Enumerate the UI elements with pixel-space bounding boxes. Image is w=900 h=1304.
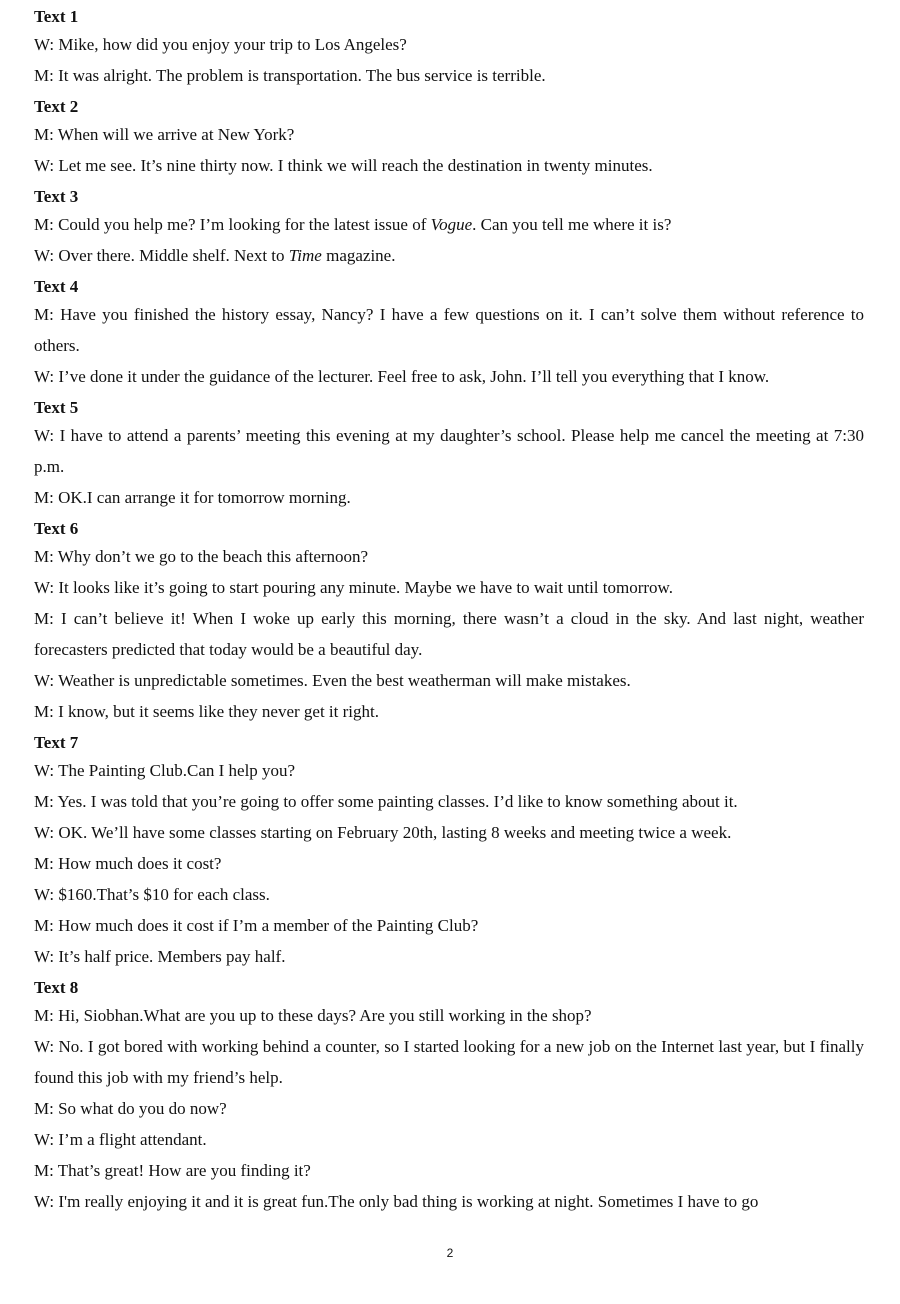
dialogue-line: [34, 817, 864, 848]
dialogue-line: [34, 240, 864, 271]
dialogue-text: M: How much does it cost?: [34, 854, 222, 873]
transcript-body: [34, 4, 864, 1220]
dialogue-text: W: I’m a flight attendant.: [34, 1130, 207, 1149]
transcript-section: [34, 516, 864, 730]
dialogue-text: M: How much does it cost if I’m a member of the Painting Club?: [34, 916, 479, 935]
dialogue-text: M: Why don’t we go to the beach this afternoon?: [34, 547, 369, 566]
transcript-section: [34, 975, 864, 1220]
dialogue-line: [34, 941, 864, 972]
dialogue-line: [34, 786, 864, 817]
transcript-section: [34, 184, 864, 274]
dialogue-line: [34, 482, 864, 513]
section-heading: Text 6: [34, 519, 79, 538]
dialogue-line: [34, 1031, 864, 1093]
dialogue-line: [34, 848, 864, 879]
dialogue-line: [34, 29, 864, 60]
dialogue-text: M: When will we arrive at New York?: [34, 125, 295, 144]
dialogue-text: W: Over there. Middle shelf. Next to: [34, 246, 289, 265]
italic-title: Vogue: [430, 215, 473, 234]
dialogue-line: [34, 910, 864, 941]
dialogue-line: [34, 299, 864, 361]
dialogue-line: [34, 119, 864, 150]
dialogue-line: [34, 755, 864, 786]
dialogue-text: M: OK.I can arrange it for tomorrow morning.: [34, 488, 351, 507]
dialogue-text: M: Yes. I was told that you’re going to offer some painting classes. I’d like to know something about it.: [34, 792, 738, 811]
dialogue-text: magazine.: [321, 246, 396, 265]
transcript-section: [34, 94, 864, 184]
dialogue-text: M: Could you help me? I’m looking for the latest issue of: [34, 215, 431, 234]
transcript-section: [34, 274, 864, 395]
dialogue-line: [34, 665, 864, 696]
dialogue-line: [34, 879, 864, 910]
transcript-section: [34, 395, 864, 516]
dialogue-line: [34, 603, 864, 665]
dialogue-line: [34, 572, 864, 603]
dialogue-line: [34, 60, 864, 91]
dialogue-text: W: I have to attend a parents’ meeting this evening at my daughter’s school. Please help me cancel the meeting at 7:30 p.m.: [34, 426, 864, 476]
dialogue-text: W: I'm really enjoying it and it is great fun.The only bad thing is working at night. Sometimes I have to go: [34, 1192, 759, 1211]
dialogue-text: W: $160.That’s $10 for each class.: [34, 885, 270, 904]
dialogue-text: M: Hi, Siobhan.What are you up to these days? Are you still working in the shop?: [34, 1006, 592, 1025]
dialogue-line: [34, 150, 864, 181]
dialogue-line: [34, 1124, 864, 1155]
dialogue-line: [34, 361, 864, 392]
dialogue-text: W: The Painting Club.Can I help you?: [34, 761, 296, 780]
section-heading: Text 5: [34, 398, 79, 417]
dialogue-line: [34, 1093, 864, 1124]
dialogue-text: M: Have you finished the history essay, Nancy? I have a few questions on it. I can’t solve them without reference to others.: [34, 305, 864, 355]
dialogue-text: W: Let me see. It’s nine thirty now. I think we will reach the destination in twenty minutes.: [34, 156, 653, 175]
dialogue-text: W: Mike, how did you enjoy your trip to Los Angeles?: [34, 35, 407, 54]
dialogue-text: M: I know, but it seems like they never get it right.: [34, 702, 379, 721]
dialogue-text: W: No. I got bored with working behind a counter, so I started looking for a new job on the Internet last year, but I finally found this job with my friend’s help.: [34, 1037, 864, 1087]
dialogue-text: W: I’ve done it under the guidance of the lecturer. Feel free to ask, John. I’ll tell you everything that I know.: [34, 367, 770, 386]
dialogue-line: [34, 420, 864, 482]
dialogue-text: W: It looks like it’s going to start pouring any minute. Maybe we have to wait until tomorrow.: [34, 578, 673, 597]
transcript-section: [34, 4, 864, 94]
dialogue-line: [34, 541, 864, 572]
section-heading: Text 4: [34, 277, 79, 296]
dialogue-line: [34, 1000, 864, 1031]
dialogue-text: M: That’s great! How are you finding it?: [34, 1161, 311, 1180]
section-heading: Text 8: [34, 978, 79, 997]
dialogue-text: W: OK. We’ll have some classes starting on February 20th, lasting 8 weeks and meeting twice a week.: [34, 823, 732, 842]
dialogue-line: [34, 1155, 864, 1186]
section-heading: Text 2: [34, 97, 79, 116]
dialogue-text: W: It’s half price. Members pay half.: [34, 947, 286, 966]
dialogue-line: [34, 1186, 864, 1217]
dialogue-line: [34, 209, 864, 240]
dialogue-text: M: It was alright. The problem is transportation. The bus service is terrible.: [34, 66, 546, 85]
transcript-section: [34, 730, 864, 975]
section-heading: Text 1: [34, 7, 79, 26]
dialogue-text: W: Weather is unpredictable sometimes. Even the best weatherman will make mistakes.: [34, 671, 631, 690]
dialogue-text: M: I can’t believe it! When I woke up early this morning, there wasn’t a cloud in the sky. And last night, weather forecasters predicted that today would be a beautiful day.: [34, 609, 864, 659]
dialogue-text: . Can you tell me where it is?: [472, 215, 672, 234]
italic-title: Time: [288, 246, 322, 265]
section-heading: Text 3: [34, 187, 79, 206]
section-heading: Text 7: [34, 733, 79, 752]
dialogue-line: [34, 696, 864, 727]
dialogue-text: M: So what do you do now?: [34, 1099, 227, 1118]
page-number: 2: [446, 1246, 454, 1260]
